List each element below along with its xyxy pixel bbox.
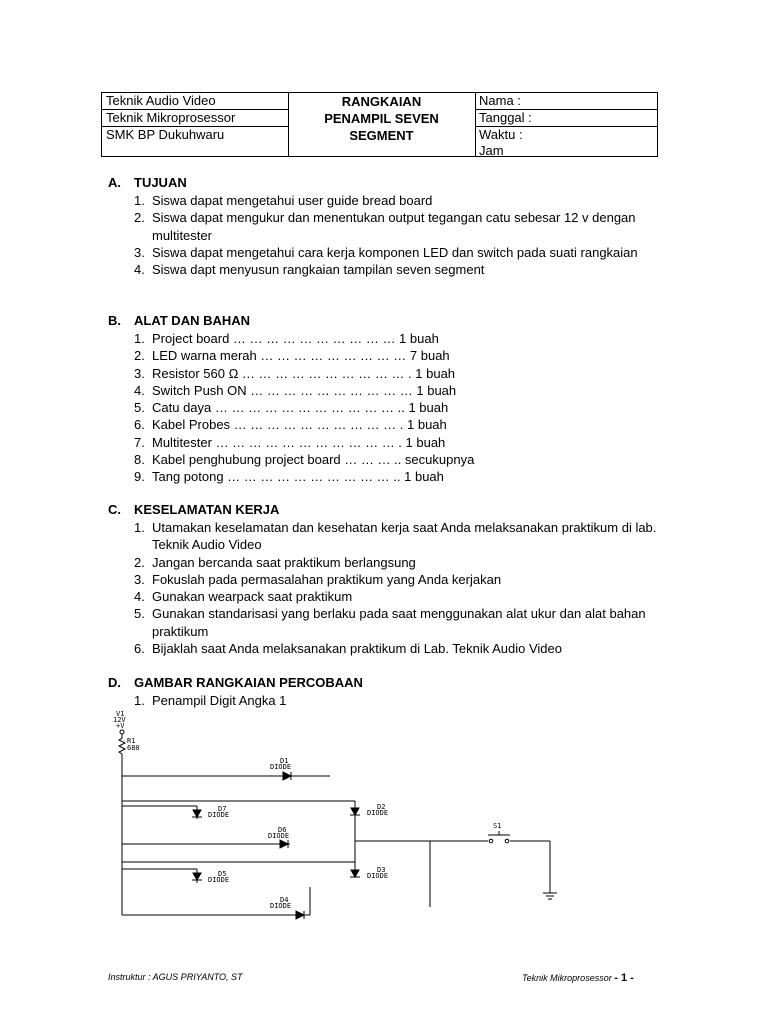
item-number: 1. — [134, 693, 145, 708]
header-table — [101, 92, 658, 157]
header-right-column — [475, 93, 657, 156]
list-item — [134, 244, 654, 261]
item-text: Bijaklah saat Anda melaksanakan praktikum di Lab. Teknik Audio Video — [152, 641, 563, 657]
item-text: Siswa dapat mengetahui user guide bread board — [152, 193, 433, 208]
item-text: Siswa dapat mengetahui cara kerja komponen LED dan switch pada suati rangkaian — [152, 244, 638, 260]
diode-d1-type: DIODE — [270, 763, 292, 771]
diode-d2-icon — [351, 808, 359, 815]
switch-name: S1 — [493, 822, 502, 830]
item-text: Utamakan keselamatan dan kesehatan kerja saat Anda melaksanakan praktikum di lab. Teknik Audio Video — [152, 520, 657, 553]
item-text: Siswa dapt menyusun rangkaian tampilan seven segment — [152, 262, 485, 278]
resistor-name: R1 — [127, 737, 136, 745]
alat-list — [134, 330, 654, 486]
list-item — [134, 451, 654, 468]
section-heading-alat — [108, 313, 250, 328]
item-text: Siswa dapat mengukur dan menentukan output tegangan catu sebesar 12 v dengan multitester — [152, 210, 636, 243]
list-item — [134, 192, 654, 209]
list-item — [134, 434, 654, 451]
item-text: Catu daya … … … … … … … … … … … .. 1 buah — [152, 400, 449, 416]
item-number: 3. — [134, 244, 145, 260]
header-jam: Jam — [479, 143, 504, 158]
resistor-r1 — [119, 734, 125, 757]
item-text: Switch Push ON … … … … … … … … … … 1 buah — [152, 382, 457, 398]
section-heading-keselamatan — [108, 502, 279, 517]
header-title-line: PENAMPIL SEVEN — [324, 111, 439, 126]
switch-contact — [505, 839, 509, 843]
header-dept: Teknik Audio Video — [102, 93, 288, 110]
header-title-line: RANGKAIAN — [341, 94, 422, 109]
item-text: Kabel penghubung project board … … … .. secukupnya — [152, 452, 475, 468]
diode-d1-name: D1 — [280, 757, 289, 765]
item-text: Gunakan wearpack saat praktikum — [152, 589, 353, 605]
list-item — [134, 365, 654, 382]
section-title: TUJUAN — [134, 175, 187, 190]
diode-d6-type: DIODE — [268, 832, 290, 840]
footer-page-number: - 1 - — [614, 972, 634, 984]
item-text: Jangan bercanda saat praktikum berlangsung — [152, 554, 416, 570]
diode-d2-type: DIODE — [367, 809, 389, 817]
item-text: Fokuslah pada permasalahan praktikum yang Anda kerjakan — [152, 571, 502, 587]
item-text: Penampil Digit Angka 1 — [152, 693, 287, 708]
header-title — [288, 93, 476, 156]
list-item — [134, 588, 696, 605]
list-item — [134, 399, 654, 416]
diode-d7-name: D7 — [218, 805, 227, 813]
tujuan-list — [134, 192, 654, 278]
keselamatan-list — [134, 519, 696, 657]
item-number: 6. — [134, 417, 145, 433]
list-item — [134, 571, 696, 588]
section-title: GAMBAR RANGKAIAN PERCOBAAN — [134, 675, 363, 690]
diode-d2-name: D2 — [377, 803, 386, 811]
header-school: SMK BP Dukuhwaru — [106, 127, 225, 142]
list-item — [134, 416, 654, 433]
resistor-value: 680 — [127, 744, 140, 752]
section-heading-gambar — [108, 675, 363, 690]
section-title: KESELAMATAN KERJA — [134, 502, 280, 517]
header-subject: Teknik Mikroprosessor — [102, 110, 288, 127]
diode-d4-type: DIODE — [270, 902, 292, 910]
diode-d4-name: D4 — [280, 896, 289, 904]
diode-d6-icon — [280, 840, 288, 848]
diode-d5-icon — [193, 873, 201, 880]
list-item — [134, 347, 654, 364]
item-number: 4. — [134, 589, 145, 605]
item-number: 4. — [134, 262, 145, 278]
header-left-column — [102, 93, 289, 156]
item-number: 2. — [134, 554, 145, 570]
header-tanggal: Tanggal : — [475, 110, 657, 127]
header-nama: Nama : — [475, 93, 657, 110]
item-text: Project board … … … … … … … … … … 1 buah — [152, 331, 439, 346]
footer-course — [522, 972, 634, 984]
list-item — [134, 382, 654, 399]
diode-d7-type: DIODE — [208, 811, 230, 819]
header-title-line: SEGMENT — [349, 128, 414, 143]
source-name: V1 — [116, 710, 125, 718]
list-item — [134, 519, 696, 554]
list-item — [134, 554, 696, 571]
item-number: 2. — [134, 210, 145, 226]
diode-d4-icon — [296, 911, 304, 919]
item-number: 1. — [134, 331, 145, 346]
item-number: 1. — [134, 193, 145, 208]
circuit-schematic — [100, 707, 580, 922]
diode-d1-icon — [283, 772, 291, 780]
item-number: 6. — [134, 641, 145, 657]
item-number: 4. — [134, 382, 145, 398]
footer-course-name: Teknik Mikroprosessor — [522, 973, 612, 983]
item-number: 7. — [134, 434, 145, 450]
list-item — [134, 640, 696, 657]
section-heading-tujuan — [108, 175, 187, 190]
item-number: 5. — [134, 606, 145, 622]
list-item — [134, 209, 654, 244]
section-letter: A. — [108, 175, 121, 190]
diode-d3-type: DIODE — [367, 872, 389, 880]
item-number: 1. — [134, 520, 145, 535]
diode-d5-name: D5 — [218, 870, 227, 878]
header-waktu: Waktu : — [479, 127, 523, 142]
source-value: 12V — [113, 716, 126, 724]
list-item — [134, 605, 696, 640]
item-number: 3. — [134, 571, 145, 587]
footer-instructor: Instruktur : AGUS PRIYANTO, ST — [108, 972, 243, 982]
item-number: 8. — [134, 452, 145, 468]
voltage-terminal — [120, 730, 124, 734]
list-item — [134, 330, 654, 347]
item-text: Multitester … … … … … … … … … … … . 1 buah — [152, 434, 446, 450]
diode-d5-type: DIODE — [208, 876, 230, 884]
list-item — [134, 468, 654, 485]
switch-contact — [489, 839, 493, 843]
list-item — [134, 261, 654, 278]
diode-d3-name: D3 — [377, 866, 386, 874]
source-terminal-label: +V — [116, 722, 125, 730]
item-number: 5. — [134, 400, 145, 416]
section-title: ALAT DAN BAHAN — [134, 313, 251, 328]
diode-d6-name: D6 — [278, 826, 287, 834]
item-text: LED warna merah … … … … … … … … … 7 buah — [152, 348, 450, 364]
item-text: Kabel Probes … … … … … … … … … … . 1 buah — [152, 417, 447, 433]
item-text: Resistor 560 Ω … … … … … … … … … … . 1 buah — [152, 365, 456, 381]
section-letter: C. — [108, 502, 121, 517]
diode-d3-icon — [351, 870, 359, 877]
item-number: 2. — [134, 348, 145, 364]
diode-d7-icon — [193, 810, 201, 817]
section-letter: B. — [108, 313, 121, 328]
item-text: Gunakan standarisasi yang berlaku pada saat menggunakan alat ukur dan alat bahan praktikum — [152, 606, 646, 639]
item-text: Tang potong … … … … … … … … … … .. 1 buah — [152, 469, 444, 485]
item-number: 3. — [134, 365, 145, 381]
section-letter: D. — [108, 675, 121, 690]
item-number: 9. — [134, 469, 145, 485]
